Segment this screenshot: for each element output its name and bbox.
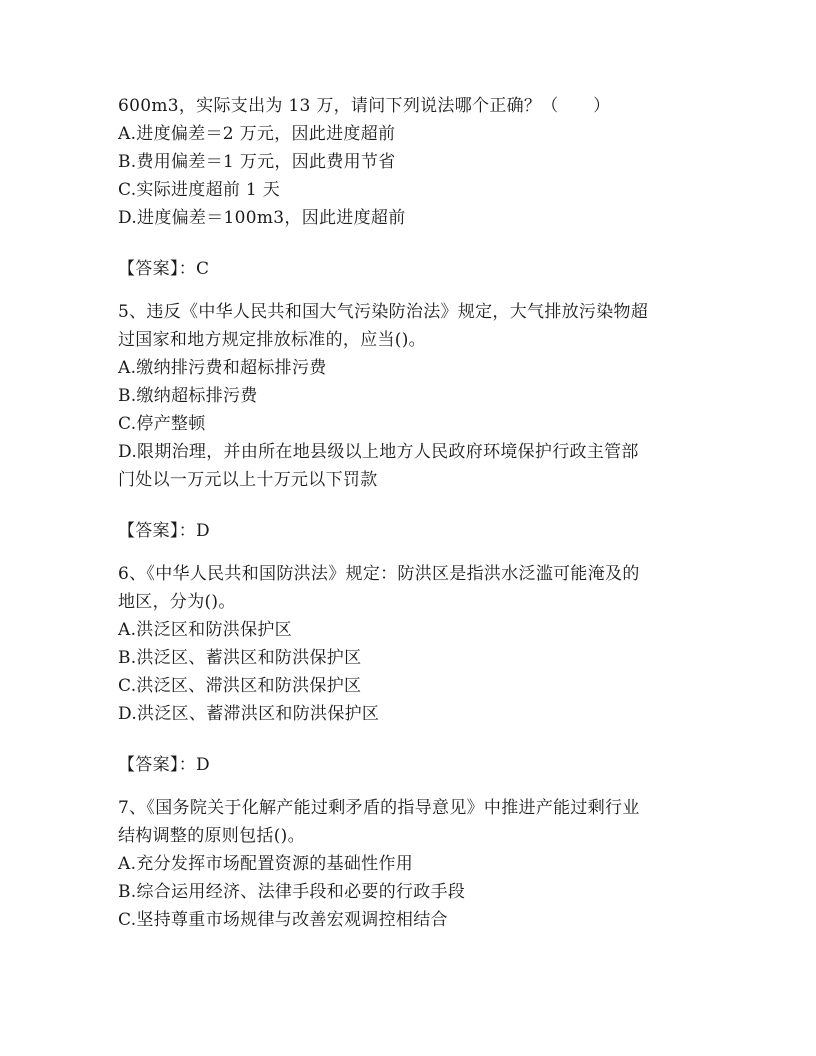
question-6-option-b: B.洪泛区、蓄洪区和防洪保护区 — [118, 648, 362, 668]
question-5-stem-line-2: 过国家和地方规定排放标准的，应当()。 — [118, 330, 426, 350]
question-4-option-d: D.进度偏差＝100m3，因此进度超前 — [118, 208, 406, 228]
question-4 — [118, 92, 708, 283]
question-6-option-a: A.洪泛区和防洪保护区 — [118, 620, 292, 640]
question-4-option-c: C.实际进度超前 1 天 — [118, 180, 281, 200]
document-page — [118, 92, 708, 934]
question-6 — [118, 560, 708, 779]
question-6-stem-line-1: 6、《中华人民共和国防洪法》规定：防洪区是指洪水泛滥可能淹及的 — [118, 564, 640, 584]
question-7-option-c: C.坚持尊重市场规律与改善宏观调控相结合 — [118, 910, 448, 930]
question-4-option-a: A.进度偏差＝2 万元，因此进度超前 — [118, 124, 396, 144]
question-7-option-a: A.充分发挥市场配置资源的基础性作用 — [118, 854, 414, 874]
question-6-option-d: D.洪泛区、蓄滞洪区和防洪保护区 — [118, 704, 380, 724]
question-7-stem-line-2: 结构调整的原则包括()。 — [118, 826, 305, 846]
question-5-option-a: A.缴纳排污费和超标排污费 — [118, 358, 327, 378]
question-7-stem-line-1: 7、《国务院关于化解产能过剩矛盾的指导意见》中推进产能过剩行业 — [118, 798, 640, 818]
question-7-option-b: B.综合运用经济、法律手段和必要的行政手段 — [118, 882, 466, 902]
question-7 — [118, 794, 708, 934]
question-5-option-d: D.限期治理，并由所在地县级以上地方人民政府环境保护行政主管部 — [118, 442, 639, 462]
question-5-stem-line-1: 5、违反《中华人民共和国大气污染防治法》规定，大气排放污染物超 — [118, 302, 649, 322]
question-5-option-d-continued: 门处以一万元以上十万元以下罚款 — [118, 470, 378, 490]
question-4-answer: 【答案】：C — [118, 259, 210, 279]
question-4-stem: 600m3，实际支出为 13 万，请问下列说法哪个正确？（ ） — [118, 96, 611, 116]
question-6-stem-line-2: 地区，分为()。 — [118, 592, 236, 612]
question-6-answer: 【答案】：D — [118, 755, 210, 775]
question-5-option-b: B.缴纳超标排污费 — [118, 386, 258, 406]
question-4-option-b: B.费用偏差＝1 万元，因此费用节省 — [118, 152, 396, 172]
question-5-answer: 【答案】：D — [118, 521, 210, 541]
question-5-option-c: C.停产整顿 — [118, 414, 206, 434]
question-6-option-c: C.洪泛区、滞洪区和防洪保护区 — [118, 676, 362, 696]
question-5 — [118, 298, 708, 545]
